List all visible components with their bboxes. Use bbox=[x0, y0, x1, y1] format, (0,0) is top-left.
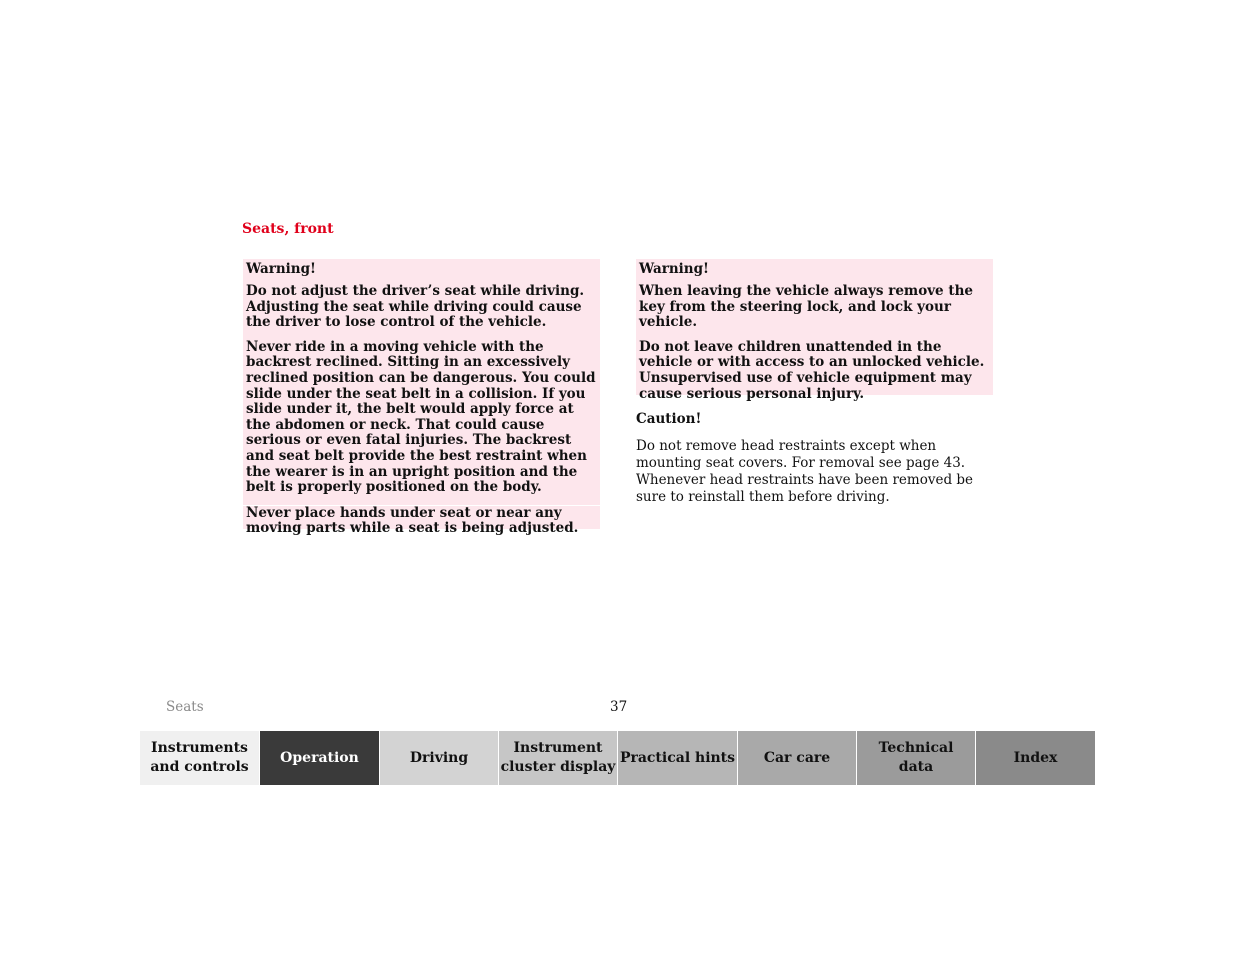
nav-tab-instruments-and-controls[interactable]: Instruments and controls bbox=[140, 731, 260, 785]
warning-paragraph: Never ride in a moving vehicle with the backrest reclined. Sitting in an excessively reclined position can be dangerous. You could slide under the seat belt in a collision. If you slide under it, the belt would apply force at the abdomen or neck. That could cause serious or even fatal injuries. The backrest and seat belt provide the best restraint when the wearer is in an upright position and the belt is properly positioned on the body. bbox=[246, 338, 596, 496]
caution-text: Do not remove head restraints except when mounting seat covers. For removal see page 43. Whenever head restraints have been removed be sure to reinstall them before driving. bbox=[636, 438, 974, 505]
warning-box-left bbox=[243, 259, 600, 537]
chapter-nav-bar bbox=[140, 731, 1095, 785]
warning-box-right bbox=[636, 259, 993, 402]
section-title: Seats, front bbox=[242, 221, 334, 237]
nav-tab-car-care[interactable]: Car care bbox=[738, 731, 857, 785]
nav-tab-driving[interactable]: Driving bbox=[380, 731, 499, 785]
warning-paragraph: Do not adjust the driver’s seat while driving. Adjusting the seat while driving could cause the driver to lose control of the vehicle. bbox=[246, 283, 585, 331]
warning-paragraph: When leaving the vehicle always remove the key from the steering lock, and lock your vehicle. bbox=[639, 283, 973, 331]
caution-heading: Caution! bbox=[636, 411, 702, 427]
warning-heading: Warning! bbox=[639, 261, 709, 277]
warning-paragraph: Never place hands under seat or near any moving parts while a seat is being adjusted. bbox=[243, 505, 600, 537]
nav-tab-practical-hints[interactable]: Practical hints bbox=[618, 731, 738, 785]
footer-section-label: Seats bbox=[166, 699, 204, 715]
warning-heading: Warning! bbox=[246, 261, 316, 277]
nav-tab-operation[interactable]: Operation bbox=[260, 731, 380, 785]
nav-tab-instrument-cluster-display[interactable]: Instrument cluster display bbox=[499, 731, 618, 785]
page-number: 37 bbox=[610, 699, 628, 715]
nav-tab-technical-data[interactable]: Technical data bbox=[857, 731, 976, 785]
warning-paragraph: Do not leave children unattended in the vehicle or with access to an unlocked vehicle. Unsupervised use of vehicle equipment may cause serious personal injury. bbox=[639, 338, 985, 402]
nav-tab-index[interactable]: Index bbox=[976, 731, 1095, 785]
